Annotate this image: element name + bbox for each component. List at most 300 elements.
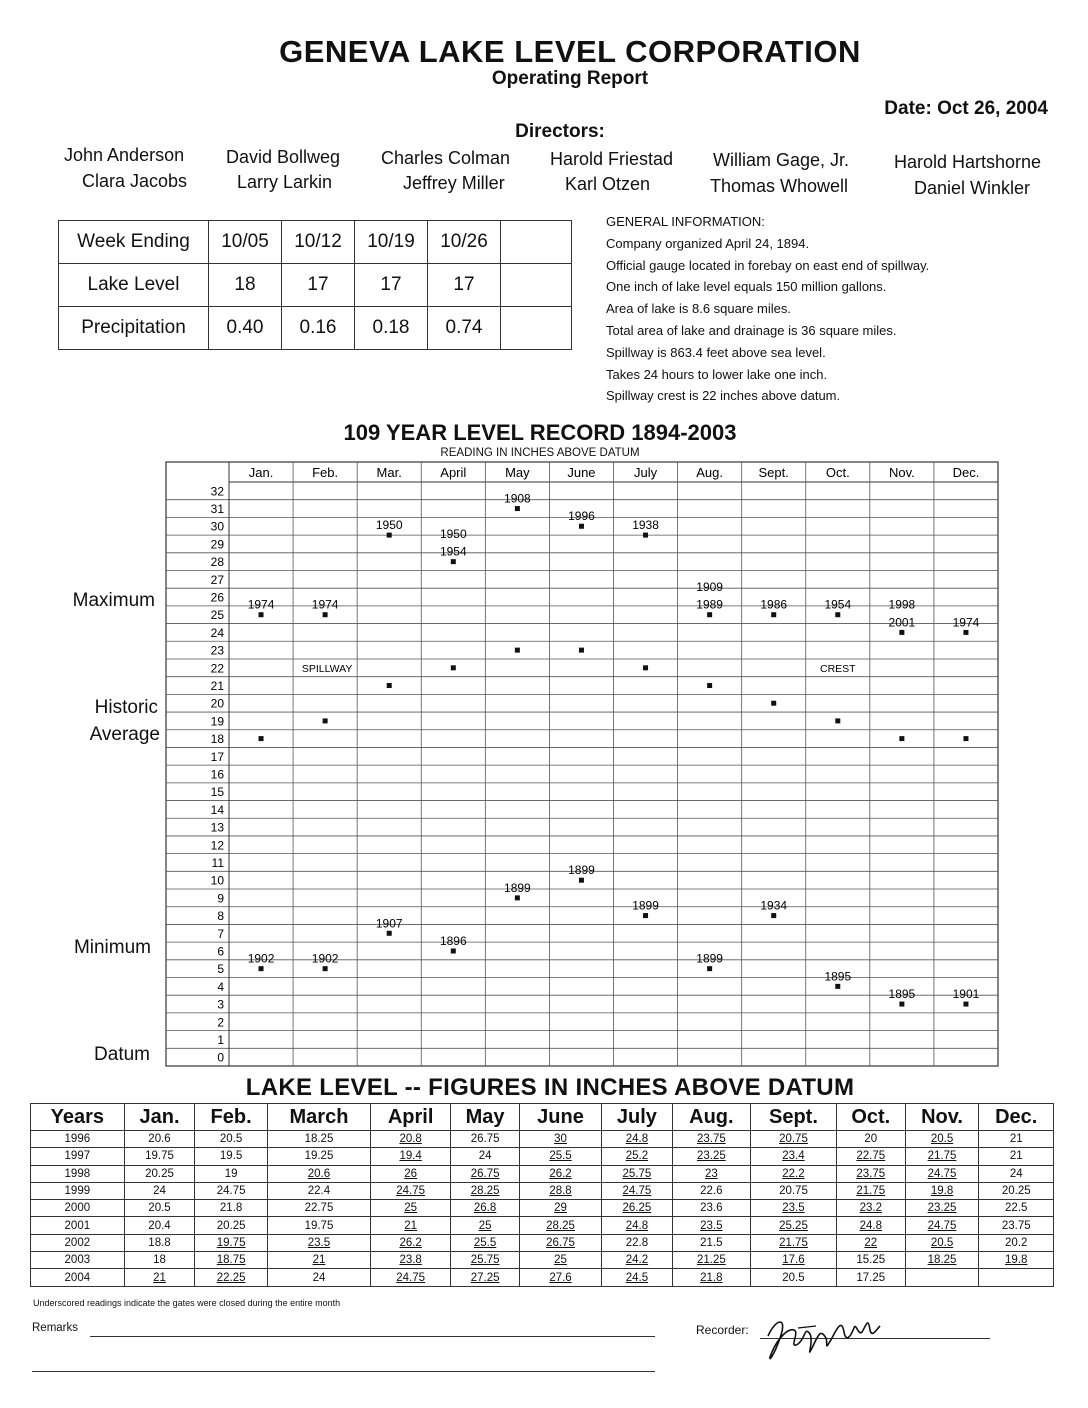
level-cell: 23.75	[672, 1131, 750, 1148]
month-label: April	[440, 465, 467, 480]
levels-column-header: Aug.	[672, 1104, 750, 1131]
minimum-label: Minimum	[73, 937, 151, 958]
y-tick-label: 14	[210, 802, 224, 817]
remarks-line	[90, 1336, 655, 1337]
week-date: 10/12	[282, 221, 355, 264]
level-cell: 24	[267, 1269, 370, 1286]
level-cell: 19.75	[195, 1234, 268, 1251]
y-tick-label: 22	[210, 661, 224, 676]
levels-column-header: April	[371, 1104, 451, 1131]
level-cell: 22.75	[267, 1200, 370, 1217]
levels-table	[30, 1103, 1054, 1287]
minimum-year-label: 1902	[311, 951, 339, 966]
y-tick-label: 16	[210, 767, 224, 782]
levels-column-header: Jan.	[124, 1104, 195, 1131]
lake-level-value: 17	[282, 264, 355, 307]
report-title: GENEVA LAKE LEVEL CORPORATION	[279, 34, 861, 69]
y-tick-label: 9	[217, 891, 224, 906]
level-cell: 20.5	[750, 1269, 836, 1286]
year-cell: 1996	[31, 1131, 125, 1148]
level-cell: 25.25	[750, 1217, 836, 1234]
level-cell: 24	[124, 1182, 195, 1199]
general-info-line: Total area of lake and drainage is 36 square miles.	[606, 322, 897, 338]
level-cell: 26.75	[451, 1131, 520, 1148]
y-tick-label: 17	[210, 749, 224, 764]
maximum-year-label: 2001	[888, 615, 916, 630]
lake-level-value: 18	[209, 264, 282, 307]
level-cell: 22.4	[267, 1182, 370, 1199]
spillway-label: SPILLWAY	[301, 662, 353, 675]
levels-column-header: Years	[31, 1104, 125, 1131]
y-tick-label: 24	[210, 625, 224, 640]
maximum-year-label: 1954	[824, 597, 852, 612]
maximum-point	[323, 612, 328, 617]
y-tick-label: 1	[217, 1032, 224, 1047]
minimum-year-label: 1899	[696, 951, 723, 966]
minimum-year-label: 1902	[247, 951, 275, 966]
level-cell: 22.8	[602, 1234, 673, 1251]
historic-average-point	[451, 665, 456, 670]
year-cell: 1997	[31, 1148, 125, 1165]
y-tick-label: 31	[210, 502, 224, 517]
y-tick-label: 32	[210, 484, 224, 499]
minimum-year-label: 1899	[568, 863, 595, 878]
level-cell: 23.6	[672, 1200, 750, 1217]
year-cell: 1999	[31, 1182, 125, 1199]
average-label: Average	[89, 724, 160, 745]
level-cell: 19.75	[267, 1217, 370, 1234]
maximum-point	[579, 524, 584, 529]
minimum-point	[835, 984, 840, 989]
level-cell: 24.75	[371, 1182, 451, 1199]
month-label: Oct.	[825, 465, 850, 480]
year-cell: 2003	[31, 1252, 125, 1269]
level-cell: 24.5	[602, 1269, 673, 1286]
minimum-year-label: 1899	[504, 880, 531, 895]
directors-heading: Directors:	[515, 121, 605, 142]
minimum-point	[643, 913, 648, 918]
maximum-point	[515, 506, 520, 511]
week-date: 10/26	[428, 221, 501, 264]
level-cell: 21.75	[905, 1148, 979, 1165]
historic-average-point	[323, 718, 328, 723]
level-cell: 22.5	[979, 1200, 1054, 1217]
year-cell: 2001	[31, 1217, 125, 1234]
level-cell: 20.2	[979, 1234, 1054, 1251]
recorder-label: Recorder:	[696, 1323, 749, 1337]
level-cell: 15.25	[836, 1252, 905, 1269]
month-label: Feb.	[312, 465, 339, 480]
level-cell: 25.75	[451, 1252, 520, 1269]
y-tick-label: 7	[217, 926, 224, 941]
remarks-label: Remarks	[32, 1322, 79, 1334]
y-tick-label: 6	[217, 944, 224, 959]
maximum-year-label: 1908	[504, 491, 531, 506]
maximum-point	[835, 612, 840, 617]
level-cell: 20.25	[979, 1182, 1054, 1199]
level-cell: 19.75	[124, 1148, 195, 1165]
general-info-line: One inch of lake level equals 150 million gallons.	[606, 279, 887, 295]
y-tick-label: 27	[210, 572, 224, 587]
y-tick-label: 12	[210, 838, 224, 853]
level-cell: 25.5	[519, 1148, 601, 1165]
director-name: Harold Hartshorne	[894, 152, 1042, 172]
level-cell: 20.6	[124, 1131, 195, 1148]
level-cell: 20.8	[371, 1131, 451, 1148]
level-cell: 21	[979, 1148, 1054, 1165]
level-cell: 23.8	[371, 1252, 451, 1269]
levels-header-row	[31, 1104, 1054, 1131]
level-cell: 20	[836, 1131, 905, 1148]
level-cell: 24.75	[195, 1182, 268, 1199]
y-tick-label: 11	[211, 855, 224, 870]
level-cell: 21.75	[750, 1234, 836, 1251]
minimum-year-label: 1895	[888, 987, 916, 1002]
datum-label: Datum	[94, 1044, 150, 1065]
minimum-year-label: 1896	[439, 933, 467, 948]
year-cell: 2000	[31, 1200, 125, 1217]
level-cell: 23.5	[750, 1200, 836, 1217]
level-cell: 23.25	[905, 1200, 979, 1217]
week-date: 10/05	[209, 221, 282, 264]
level-cell	[905, 1269, 979, 1286]
levels-column-header: June	[519, 1104, 601, 1131]
level-cell: 26.8	[451, 1200, 520, 1217]
maximum-point	[771, 612, 776, 617]
level-cell: 25.5	[451, 1234, 520, 1251]
levels-row	[31, 1234, 1054, 1251]
y-tick-label: 28	[210, 555, 224, 570]
level-cell: 21.8	[195, 1200, 268, 1217]
level-cell: 18.25	[905, 1252, 979, 1269]
level-cell: 21.8	[672, 1269, 750, 1286]
precipitation-value: 0.18	[355, 307, 428, 350]
level-cell: 18.75	[195, 1252, 268, 1269]
level-cell: 21.5	[672, 1234, 750, 1251]
level-cell: 27.25	[451, 1269, 520, 1286]
y-tick-label: 13	[210, 820, 224, 835]
level-cell: 19.5	[195, 1148, 268, 1165]
general-info-line: Spillway crest is 22 inches above datum.	[606, 388, 841, 404]
precipitation-value: 0.74	[428, 307, 501, 350]
maximum-point	[387, 533, 392, 538]
historic-average-point	[963, 736, 968, 741]
y-tick-label: 4	[217, 979, 224, 994]
level-cell: 28.8	[519, 1182, 601, 1199]
maximum-point	[963, 630, 968, 635]
general-info-heading: GENERAL INFORMATION:	[606, 214, 765, 229]
level-cell: 23.2	[836, 1200, 905, 1217]
director-name: Clara Jacobs	[82, 171, 188, 191]
minimum-point	[515, 895, 520, 900]
y-tick-label: 3	[217, 997, 224, 1012]
level-cell: 22.6	[672, 1182, 750, 1199]
recorder-signature	[758, 1308, 888, 1370]
row-label: Precipitation	[59, 307, 209, 350]
level-cell: 17.25	[836, 1269, 905, 1286]
row-label: Lake Level	[59, 264, 209, 307]
level-cell	[979, 1269, 1054, 1286]
historic-average-point	[579, 648, 584, 653]
level-cell: 20.4	[124, 1217, 195, 1234]
level-cell: 20.5	[905, 1234, 979, 1251]
level-cell: 17.6	[750, 1252, 836, 1269]
maximum-point	[707, 612, 712, 617]
level-cell: 19.4	[371, 1148, 451, 1165]
minimum-year-label: 1899	[632, 898, 659, 913]
level-cell: 25	[451, 1217, 520, 1234]
maximum-year-label: 1950	[439, 526, 467, 541]
level-cell: 27.6	[519, 1269, 601, 1286]
levels-row	[31, 1182, 1054, 1199]
maximum-label: Maximum	[72, 590, 155, 611]
general-info-line: Area of lake is 8.6 square miles.	[606, 301, 791, 317]
level-cell: 23.75	[836, 1165, 905, 1182]
level-cell: 24.8	[602, 1131, 673, 1148]
minimum-point	[899, 1002, 904, 1007]
year-cell: 1998	[31, 1165, 125, 1182]
y-tick-label: 2	[217, 1015, 224, 1030]
level-cell: 23.5	[267, 1234, 370, 1251]
month-label: Mar.	[376, 465, 402, 480]
level-cell: 23	[672, 1165, 750, 1182]
level-cell: 20.25	[195, 1217, 268, 1234]
maximum-year-label: 1998	[888, 597, 916, 612]
levels-column-header: March	[267, 1104, 370, 1131]
levels-column-header: July	[602, 1104, 673, 1131]
levels-row	[31, 1148, 1054, 1165]
director-name: John Anderson	[64, 145, 185, 165]
level-cell: 24.75	[905, 1165, 979, 1182]
y-tick-label: 30	[210, 519, 224, 534]
level-cell: 18.8	[124, 1234, 195, 1251]
levels-column-header: Sept.	[750, 1104, 836, 1131]
level-cell: 26.2	[519, 1165, 601, 1182]
level-cell: 20.6	[267, 1165, 370, 1182]
level-cell: 28.25	[519, 1217, 601, 1234]
levels-row	[31, 1200, 1054, 1217]
crest-label: CREST	[819, 662, 856, 675]
level-cell: 23.25	[672, 1148, 750, 1165]
level-cell: 24.2	[602, 1252, 673, 1269]
level-cell: 21.75	[836, 1182, 905, 1199]
level-cell: 19.8	[905, 1182, 979, 1199]
precipitation-value: 0.40	[209, 307, 282, 350]
maximum-point	[643, 533, 648, 538]
director-name: Jeffrey Miller	[403, 173, 505, 193]
minimum-year-label: 1907	[375, 916, 403, 931]
level-cell: 21	[124, 1269, 195, 1286]
y-tick-label: 20	[210, 696, 224, 711]
minimum-point	[707, 966, 712, 971]
month-label: Aug.	[696, 465, 723, 480]
historic-average-point	[387, 683, 392, 688]
lake-level-value: 17	[428, 264, 501, 307]
director-name: Karl Otzen	[565, 174, 651, 194]
historic-average-point	[899, 736, 904, 741]
y-tick-label: 23	[210, 643, 224, 658]
levels-column-header: Feb.	[195, 1104, 268, 1131]
maximum-year-label: 1986	[760, 597, 788, 612]
level-cell: 22.2	[750, 1165, 836, 1182]
remarks-line	[32, 1371, 655, 1372]
report-subtitle: Operating Report	[491, 68, 649, 89]
level-cell: 21	[267, 1252, 370, 1269]
maximum-year-label: 1989	[696, 597, 723, 612]
level-cell: 22	[836, 1234, 905, 1251]
y-tick-label: 21	[210, 679, 224, 694]
maximum-year-label: 1950	[375, 518, 403, 533]
levels-row	[31, 1165, 1054, 1182]
level-cell: 26.2	[371, 1234, 451, 1251]
month-label: June	[567, 465, 596, 480]
maximum-point	[259, 612, 264, 617]
historic-average-point	[259, 736, 264, 741]
maximum-point	[899, 630, 904, 635]
maximum-year-label: 1954	[439, 544, 467, 559]
maximum-year-label: 1909	[696, 580, 723, 595]
y-tick-label: 26	[210, 590, 224, 605]
level-cell: 21	[371, 1217, 451, 1234]
y-tick-label: 0	[217, 1050, 224, 1065]
year-cell: 2004	[31, 1269, 125, 1286]
level-cell: 25	[519, 1252, 601, 1269]
month-label: Dec.	[952, 465, 980, 480]
minimum-year-label: 1895	[824, 969, 852, 984]
levels-column-header: May	[451, 1104, 520, 1131]
month-label: July	[633, 465, 658, 480]
y-tick-label: 29	[210, 537, 224, 552]
historic-average-point	[771, 701, 776, 706]
maximum-year-label: 1938	[632, 518, 659, 533]
director-name: William Gage, Jr.	[713, 150, 850, 170]
general-info-line: Official gauge located in forebay on east end of spillway.	[606, 257, 930, 273]
level-cell: 19.8	[979, 1252, 1054, 1269]
level-cell: 20.5	[195, 1131, 268, 1148]
underscore-footnote: Underscored readings indicate the gates were closed during the entire month	[33, 1298, 341, 1308]
level-cell: 25	[371, 1200, 451, 1217]
level-cell: 22.75	[836, 1148, 905, 1165]
general-info-line: Company organized April 24, 1894.	[606, 235, 810, 251]
level-cell: 25.75	[602, 1165, 673, 1182]
director-name: Thomas Whowell	[710, 176, 849, 196]
general-info-line: Spillway is 863.4 feet above sea level.	[606, 344, 826, 360]
level-cell: 24.8	[602, 1217, 673, 1234]
y-tick-label: 19	[210, 714, 224, 729]
level-cell: 18.25	[267, 1131, 370, 1148]
minimum-point	[387, 931, 392, 936]
level-cell: 24.8	[836, 1217, 905, 1234]
level-cell: 28.25	[451, 1182, 520, 1199]
minimum-point	[963, 1002, 968, 1007]
maximum-year-label: 1974	[247, 597, 275, 612]
record-subtitle: READING IN INCHES ABOVE DATUM	[440, 447, 640, 459]
minimum-point	[259, 966, 264, 971]
week-date: 10/19	[355, 221, 428, 264]
y-tick-label: 25	[210, 608, 224, 623]
month-label: May	[505, 465, 530, 480]
minimum-year-label: 1901	[952, 987, 980, 1002]
level-cell: 24	[979, 1165, 1054, 1182]
maximum-year-label: 1974	[311, 597, 339, 612]
level-cell: 24	[451, 1148, 520, 1165]
director-name: David Bollweg	[226, 147, 341, 167]
historic-average-point	[643, 665, 648, 670]
precipitation-value: 0.16	[282, 307, 355, 350]
row-label: Week Ending	[59, 221, 209, 264]
level-cell: 24.75	[905, 1217, 979, 1234]
maximum-year-label: 1996	[568, 509, 595, 524]
historic-label: Historic	[94, 697, 158, 718]
level-cell: 19	[195, 1165, 268, 1182]
year-cell: 2002	[31, 1234, 125, 1251]
level-cell: 23.5	[672, 1217, 750, 1234]
y-tick-label: 10	[210, 873, 224, 888]
level-cell: 21	[979, 1131, 1054, 1148]
minimum-point	[451, 948, 456, 953]
levels-row	[31, 1217, 1054, 1234]
levels-row	[31, 1269, 1054, 1286]
level-cell: 23.75	[979, 1217, 1054, 1234]
level-cell: 26	[371, 1165, 451, 1182]
month-label: Sept.	[758, 465, 789, 480]
y-tick-label: 15	[210, 785, 224, 800]
level-cell: 20.5	[124, 1200, 195, 1217]
levels-column-header: Oct.	[836, 1104, 905, 1131]
level-cell: 25.2	[602, 1148, 673, 1165]
maximum-year-label: 1974	[952, 615, 980, 630]
levels-title: LAKE LEVEL -- FIGURES IN INCHES ABOVE DATUM	[245, 1074, 855, 1101]
record-title: 109 YEAR LEVEL RECORD 1894-2003	[343, 420, 737, 445]
historic-average-point	[515, 648, 520, 653]
minimum-year-label: 1934	[760, 898, 788, 913]
lake-level-value: 17	[355, 264, 428, 307]
month-label: Jan.	[248, 465, 274, 480]
level-cell: 21.25	[672, 1252, 750, 1269]
minimum-point	[323, 966, 328, 971]
level-cell: 22.25	[195, 1269, 268, 1286]
y-tick-label: 5	[217, 962, 224, 977]
level-cell: 20.75	[750, 1182, 836, 1199]
director-name: Harold Friestad	[550, 149, 674, 169]
level-cell: 20.5	[905, 1131, 979, 1148]
director-name: Daniel Winkler	[914, 178, 1031, 198]
historic-average-point	[835, 718, 840, 723]
level-cell: 23.4	[750, 1148, 836, 1165]
level-cell: 26.75	[519, 1234, 601, 1251]
director-name: Larry Larkin	[237, 172, 333, 192]
director-name: Charles Colman	[381, 148, 511, 168]
levels-column-header: Nov.	[905, 1104, 979, 1131]
level-cell: 19.25	[267, 1148, 370, 1165]
maximum-point	[451, 559, 456, 564]
levels-row	[31, 1131, 1054, 1148]
level-cell: 29	[519, 1200, 601, 1217]
level-cell: 30	[519, 1131, 601, 1148]
general-info-line: Takes 24 hours to lower lake one inch.	[606, 366, 828, 382]
minimum-point	[771, 913, 776, 918]
minimum-point	[579, 878, 584, 883]
level-cell: 20.75	[750, 1131, 836, 1148]
levels-row	[31, 1252, 1054, 1269]
y-tick-label: 18	[210, 732, 224, 747]
level-cell: 24.75	[371, 1269, 451, 1286]
historic-average-point	[707, 683, 712, 688]
month-label: Nov.	[888, 465, 915, 480]
report-date: Date: Oct 26, 2004	[884, 98, 1048, 119]
levels-column-header: Dec.	[979, 1104, 1054, 1131]
level-cell: 26.25	[602, 1200, 673, 1217]
